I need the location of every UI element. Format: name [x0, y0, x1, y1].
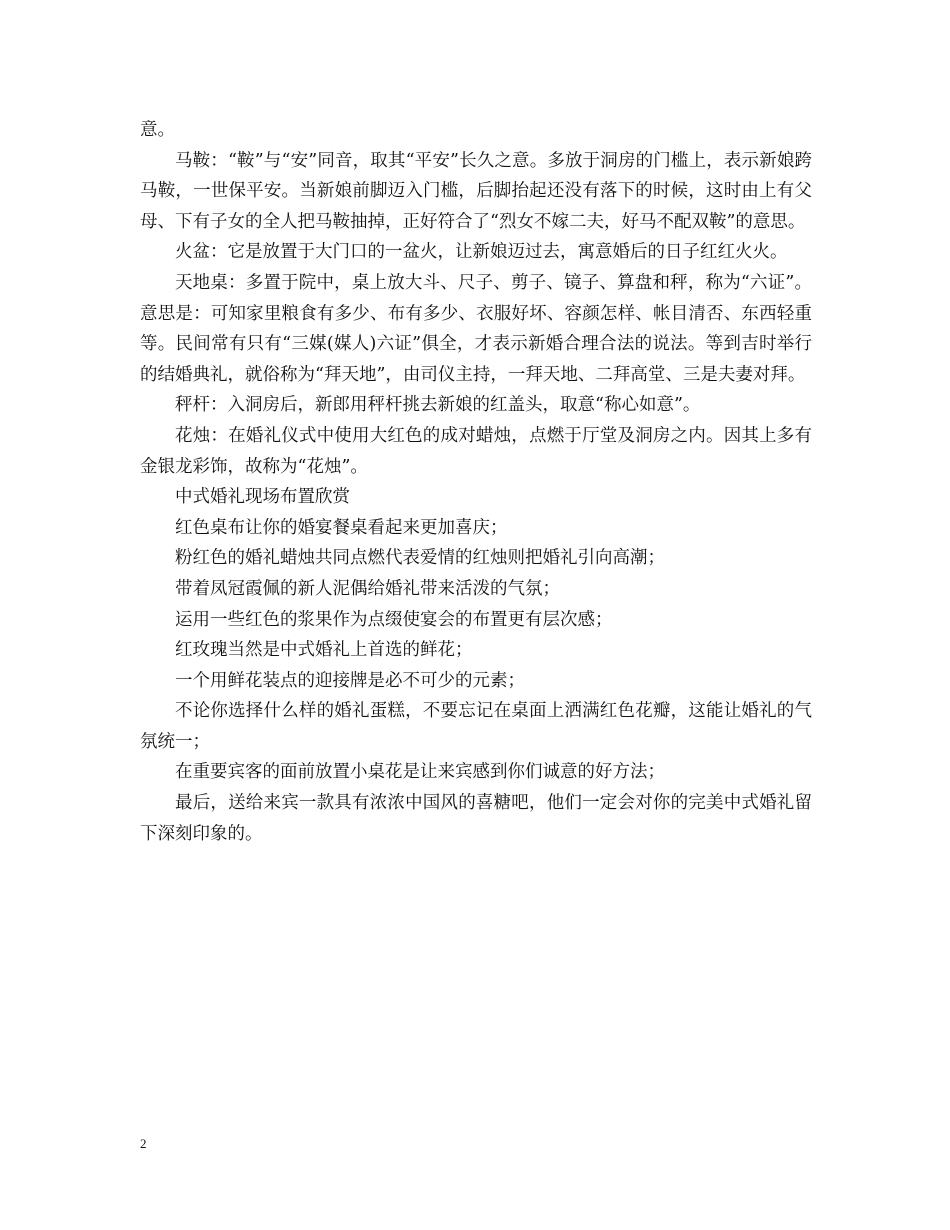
- page-number: 2: [140, 1136, 147, 1151]
- list-item: 带着凤冠霞佩的新人泥偶给婚礼带来活泼的气氛；: [175, 578, 560, 599]
- section-heading: 中式婚礼现场布置欣赏: [175, 487, 350, 508]
- list-item: 不论你选择什么样的婚礼蛋糕，不要忘记在桌面上洒满红色花瓣，这能让婚礼的气氛统一；: [140, 701, 812, 752]
- list-item: 在重要宾客的面前放置小桌花是让来宾感到你们诚意的好方法；: [175, 762, 665, 783]
- paragraph-steelyard: 秤杆：入洞房后，新郎用秤杆挑去新娘的红盖头，取意“称心如意”。: [175, 395, 701, 416]
- paragraph-continuation: 意。: [140, 120, 175, 140]
- paragraph-fire-basin: 火盆：它是放置于大门口的一盆火，让新娘迈过去，寓意婚后的日子红红火火。: [175, 242, 788, 263]
- list-item: 红玫瑰当然是中式婚礼上首选的鲜花；: [175, 640, 473, 661]
- list-item: 最后，送给来宾一款具有浓浓中国风的喜糖吧，他们一定会对你的完美中式婚礼留下深刻印象的。: [140, 793, 812, 844]
- list-item: 一个用鲜花装点的迎接牌是必不可少的元素；: [175, 670, 525, 691]
- paragraph-candles: 花烛：在婚礼仪式中使用大红色的成对蜡烛，点燃于厅堂及洞房之内。因其上多有金银龙彩饰，故称为“花烛”。: [140, 425, 812, 477]
- paragraph-heaven-earth-table: 天地桌：多置于院中，桌上放大斗、尺子、剪子、镜子、算盘和秤，称为“六证”。意思是：可知家里粮食有多少、布有多少、衣服好坏、容颜怎样、帐目清否、东西轻重等。民间常有只有“三媒(媒人)六证”俱全，才表示新婚合理合法的说法。等到吉时举行的结婚典礼，就俗称为“拜天地”，由司仪主持，一拜天地、二拜高堂、三是夫妻对拜。: [140, 272, 812, 385]
- list-item: 运用一些红色的浆果作为点缀使宴会的布置更有层次感；: [175, 609, 613, 630]
- list-item: 红色桌布让你的婚宴餐桌看起来更加喜庆；: [175, 517, 508, 538]
- paragraph-saddle: 马鞍：“鞍”与“安”同音，取其“平安”长久之意。多放于洞房的门槛上，表示新娘跨马鞍，一世保平安。当新娘前脚迈入门槛，后脚抬起还没有落下的时候，这时由上有父母、下有子女的全人把马鞍抽掉，正好符合了“烈女不嫁二夫，好马不配双鞍”的意思。: [140, 150, 812, 232]
- document-body: [140, 115, 812, 849]
- list-item: 粉红色的婚礼蜡烛共同点燃代表爱情的红烛则把婚礼引向高潮；: [175, 548, 665, 569]
